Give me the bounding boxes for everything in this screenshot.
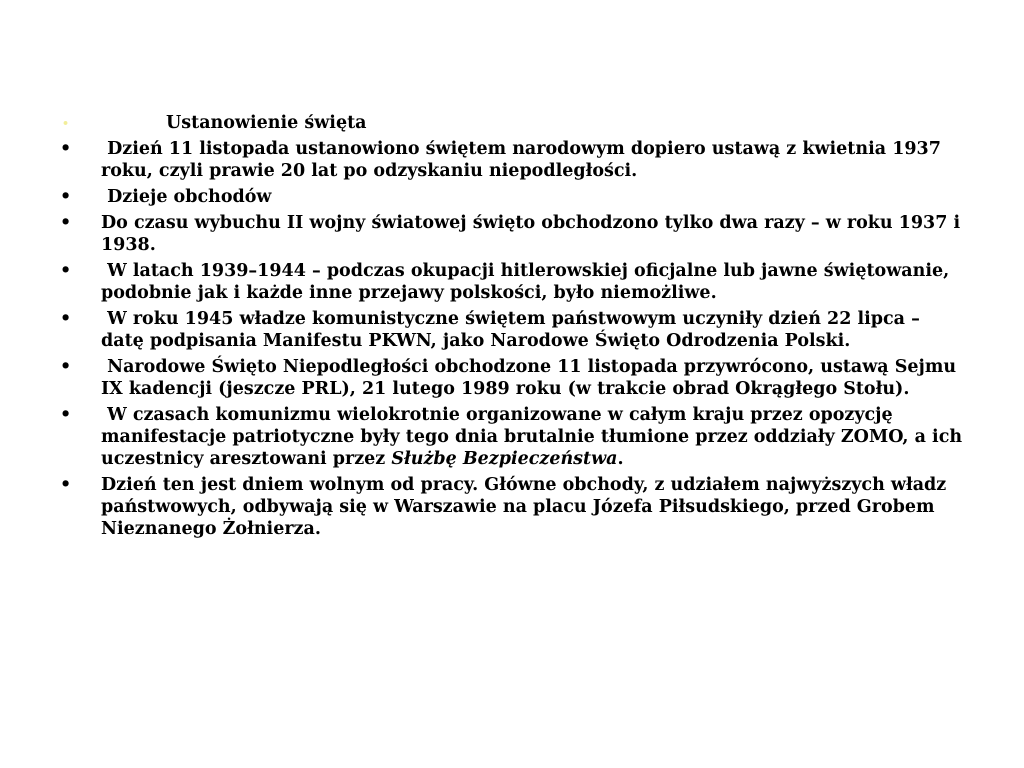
- list-item-text: W latach 1939–1944 – podczas okupacji hitlerowskiej oficjalne lub jawne świętowanie, podobnie jak i każde inne przejawy polskości, było niemożliwe.: [101, 261, 950, 303]
- list-item-text: W czasach komunizmu wielokrotnie organizowane w całym kraju przez opozycję manifestacje patriotyczne były tego dnia brutalnie tłumione przez oddziały ZOMO, a ich uczestnicy aresztowani przez Służbę Bezpieczeństwa.: [101, 405, 963, 469]
- list-item-text: Dzień ten jest dniem wolnym od pracy. Główne obchody, z udziałem najwyższych władz państwowych, odbywają się w Warszawie na placu Józefa Piłsudskiego, przed Grobem Nieznanego Żołnierza.: [101, 475, 947, 539]
- bullet-icon: •: [60, 357, 72, 377]
- list-item: [58, 138, 968, 182]
- list-item-text: Dzień 11 listopada ustanowiono świętem narodowym dopiero ustawą z kwietnia 1937 roku, czyli prawie 20 lat po odzyskaniu niepodległości.: [101, 139, 941, 181]
- list-item: [58, 404, 968, 470]
- list-item-text: Ustanowienie święta: [166, 113, 367, 133]
- list-item: [58, 212, 968, 256]
- bullet-list: [58, 112, 968, 544]
- bullet-icon: •: [60, 213, 72, 233]
- list-item-text: W roku 1945 władze komunistyczne świętem państwowym uczyniły dzień 22 lipca – datę podpisania Manifestu PKWN, jako Narodowe Święto Odrodzenia Polski.: [101, 309, 920, 351]
- list-item-text: Dzieje obchodów: [107, 187, 272, 207]
- list-item-text: Narodowe Święto Niepodległości obchodzone 11 listopada przywrócono, ustawą Sejmu IX kadencji (jeszcze PRL), 21 lutego 1989 roku (w trakcie obrad Okrągłego Stołu).: [101, 357, 957, 399]
- italic-phrase: Służbę Bezpieczeństwa: [391, 449, 618, 469]
- list-item: [58, 260, 968, 304]
- bullet-icon: •: [60, 139, 72, 159]
- bullet-icon: •: [60, 261, 72, 281]
- list-item-heading-ustanowienie: [58, 112, 968, 134]
- list-item-heading-dzieje: [58, 186, 968, 208]
- bullet-icon: •: [62, 117, 70, 130]
- bullet-icon: •: [60, 405, 72, 425]
- list-item: [58, 356, 968, 400]
- bullet-icon: •: [60, 309, 72, 329]
- bullet-icon: •: [60, 187, 72, 207]
- list-item-text: Do czasu wybuchu II wojny światowej święto obchodzono tylko dwa razy – w roku 1937 i 1938.: [101, 213, 961, 255]
- list-item: [58, 308, 968, 352]
- list-item: [58, 474, 968, 540]
- bullet-icon: •: [60, 475, 72, 495]
